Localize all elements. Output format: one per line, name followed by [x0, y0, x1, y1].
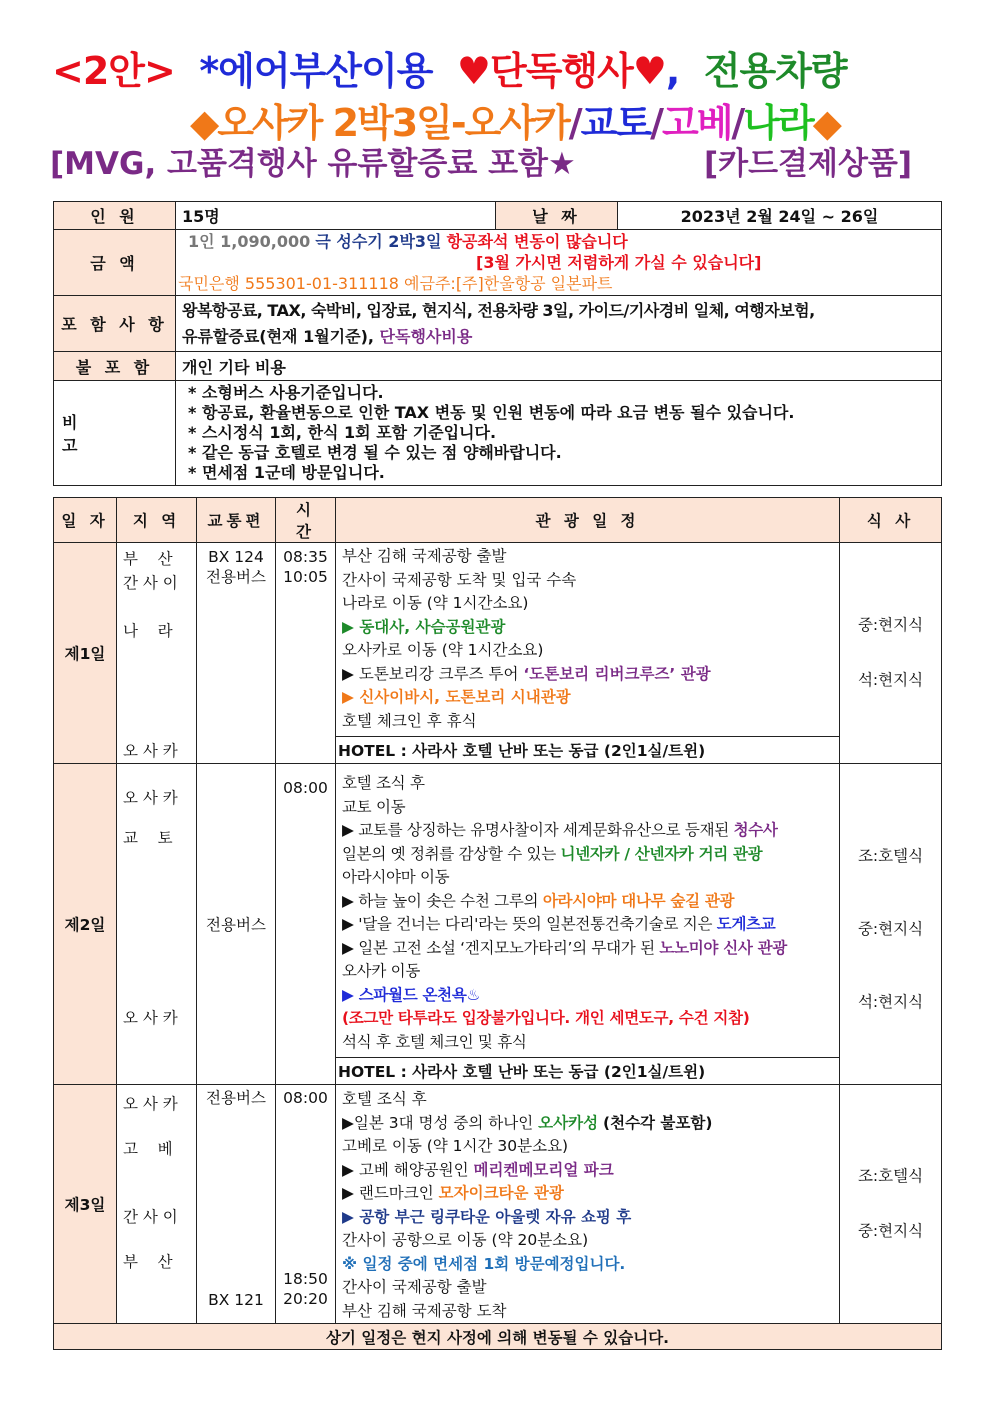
- slash: /: [731, 101, 744, 145]
- day-2-breakfast: 조:호텔식: [857, 846, 924, 865]
- itinerary-line: ▶ '달을 건너는 다리'라는 뜻의 일본전통건축기술로 지은: [342, 915, 713, 933]
- itinerary-highlight: 노노미야 신사 관광: [659, 938, 787, 957]
- itinerary-line: ▶ 교토를 상징하는 유명사찰이자 세계문화유산으로 등재된: [342, 821, 729, 839]
- itinerary-highlight: 메리켄메모리얼 파크: [473, 1160, 614, 1179]
- day-2-label: 제2일: [54, 764, 117, 1085]
- itinerary-line: ▶일본 3대 명성 중의 하나인: [342, 1113, 534, 1132]
- day-3-transport-top: 전용버스: [206, 1089, 266, 1107]
- day-3-time-top: 08:00: [283, 1089, 328, 1107]
- trip-label: 오사카 2박3일-오사카: [217, 101, 569, 145]
- kyoto-label: 교토: [580, 101, 651, 145]
- itinerary-line: 호텔 조식 후: [342, 1090, 427, 1108]
- note-item: * 소형버스 사용기준입니다.: [188, 383, 384, 402]
- note-item: * 같은 동급 호텔로 변경 될 수 있는 점 양해바랍니다.: [188, 443, 562, 462]
- itinerary-line: 석식 후 호텔 체크인 및 휴식: [342, 1032, 527, 1051]
- itinerary-line: 부산 김해 국제공항 출발: [342, 547, 507, 565]
- price-warning: 항공좌석 변동이 많습니다: [446, 231, 628, 251]
- itinerary-line: 오사카 이동: [342, 962, 420, 980]
- itinerary-line: 교토 이동: [342, 797, 406, 816]
- day-3-transport-bottom: BX 121: [208, 1291, 264, 1309]
- itinerary-note: ※ 일정 중에 면세점 1회 방문예정입니다.: [342, 1254, 626, 1273]
- day-1-time: 08:35 10:05: [276, 543, 336, 764]
- heart-icon: ♥: [632, 49, 666, 93]
- day-1-dinner: 석:현지식: [857, 671, 924, 689]
- day-1-places: 부 산 간 사 이 나 라 오 사 카: [117, 543, 197, 764]
- people-value: 15명: [176, 202, 496, 230]
- included-label: 포 함 사 항: [54, 296, 176, 352]
- private-tour-label: 단독행사: [489, 49, 633, 93]
- day-2-places: 오 사 카 교 토 오 사 카: [117, 764, 197, 1085]
- plan-label: <2안>: [52, 49, 175, 93]
- itinerary-highlight: 도게츠교: [716, 915, 776, 933]
- excluded-value: 개인 기타 비용: [176, 352, 942, 381]
- people-label: 인 원: [54, 202, 176, 230]
- day-2-time: 08:00: [276, 764, 336, 1085]
- day-3-lunch: 중:현지식: [857, 1222, 924, 1240]
- itinerary-line: 나라로 이동 (약 1시간소요): [342, 594, 529, 612]
- date-value: 2023년 2월 24일 ~ 26일: [618, 202, 942, 230]
- itinerary-line: ▶ 공항 부근 링쿠타운 아울렛 자유 쇼핑 후: [342, 1207, 632, 1226]
- day-3-places: 오 사 카 고 베 간 사 이 부 산: [117, 1085, 197, 1324]
- itinerary-line: 간사이 공항으로 이동 (약 20분소요): [342, 1231, 589, 1249]
- itinerary-line: ▶ 스파월드 온천욕♨: [342, 985, 481, 1004]
- comma: ,: [665, 49, 680, 93]
- itinerary-line: 오사카로 이동 (약 1시간소요): [342, 641, 544, 659]
- itinerary-line: ▶ 동대사, 사슴공원관광: [342, 617, 506, 636]
- itinerary-line: 고베로 이동 (약 1시간 30분소요): [342, 1137, 569, 1155]
- itinerary-line: 간사이 국제공항 출발: [342, 1278, 487, 1296]
- vehicle-label: 전용차량: [703, 49, 847, 93]
- itinerary-line: 부산 김해 국제공항 도착: [342, 1301, 507, 1320]
- day-1-hotel: HOTEL : 사라사 호텔 난바 또는 동급 (2인1실/트윈): [336, 736, 840, 763]
- itinerary-line: 호텔 체크인 후 휴식: [342, 711, 477, 730]
- itinerary-highlight: 모자이크타운 관광: [438, 1184, 564, 1202]
- notes-label: 비 고: [54, 381, 176, 486]
- heart-icon: ♥: [456, 49, 490, 93]
- diamond-icon: ◆: [190, 101, 218, 145]
- itinerary-highlight: 오사카성: [538, 1113, 599, 1132]
- itinerary-line: ▶ 신사이바시, 도톤보리 시내관광: [342, 688, 571, 706]
- included-special: 단독행사비용: [379, 326, 473, 346]
- col-header-region: 지 역: [117, 498, 197, 543]
- itinerary-line: 아라시야마 이동: [342, 868, 450, 886]
- day-2-lunch: 중:현지식: [857, 919, 924, 938]
- itinerary-highlight: 니넨자카 / 산넨자카 거리 관광: [560, 844, 763, 863]
- itinerary-note: (천수각 불포함): [603, 1113, 713, 1132]
- included-line-2: 유류할증료(현재 1월기준),: [182, 326, 374, 346]
- itinerary-line: 일본의 옛 정취를 감상할 수 있는: [342, 844, 556, 863]
- mvg-label: [MVG, 고품격행사 유류할증료 포함★: [50, 146, 576, 182]
- itinerary-highlight: 아라시야마 대나무 숲길 관광: [542, 891, 735, 910]
- itinerary-line: ▶ 고베 해양공원인: [342, 1160, 469, 1179]
- price-label: 금 액: [54, 230, 176, 296]
- price-value: 1인 1,090,000: [188, 231, 311, 251]
- excluded-label: 불 포 함: [54, 352, 176, 381]
- schedule-table: [53, 497, 942, 1350]
- card-payment-label: [카드결제상품]: [704, 146, 913, 182]
- bank-account: 국민은행 555301-01-311118 예금주:[주]한울항공 일본파트: [178, 273, 613, 293]
- day-2-dinner: 석:현지식: [857, 992, 924, 1011]
- itinerary-line: ▶ 도톤보리강 크루즈 투어: [342, 664, 519, 683]
- itinerary-line: ▶ 랜드마크인: [342, 1184, 434, 1202]
- col-header-meals: 식 사: [840, 498, 942, 543]
- airline-label: *에어부산이용: [199, 49, 433, 93]
- itinerary-line: ▶ 일본 고전 소설 ‘겐지모노가타리’의 무대가 된: [342, 938, 655, 957]
- nara-label: 나라: [743, 101, 813, 145]
- price-warning-2: [3월 가시면 저렴하게 가실 수 있습니다]: [476, 252, 762, 272]
- itinerary-highlight: ‘도톤보리 리버크루즈’ 관광: [523, 664, 711, 683]
- day-1-lunch: 중:현지식: [857, 616, 924, 634]
- slash: /: [650, 101, 662, 145]
- col-header-day: 일 자: [54, 498, 117, 543]
- date-label: 날 짜: [496, 202, 618, 230]
- info-table: [53, 201, 942, 486]
- col-header-itinerary: 관 광 일 정: [336, 498, 840, 543]
- day-3-breakfast: 조:호텔식: [857, 1167, 924, 1185]
- day-1-label: 제1일: [54, 543, 117, 764]
- itinerary-line: 간사이 국제공항 도착 및 입국 수속: [342, 570, 577, 589]
- title-line-1: [52, 40, 847, 95]
- day-3-label: 제3일: [54, 1085, 117, 1324]
- price-note: 극 성수기 2박3일: [315, 231, 442, 251]
- note-item: * 스시정식 1회, 한식 1회 포함 기준입니다.: [188, 423, 497, 442]
- day-1-transport: BX 124 전용버스: [197, 543, 276, 764]
- itinerary-warning: (조그만 타투라도 입장불가입니다. 개인 세면도구, 수건 지참): [342, 1009, 750, 1027]
- itinerary-highlight: 청수사: [733, 821, 778, 839]
- col-header-time: 시 간: [276, 498, 336, 543]
- note-item: * 면세점 1군데 방문입니다.: [188, 463, 385, 482]
- note-item: * 항공료, 환율변동으로 인한 TAX 변동 및 인원 변동에 따라 요금 변동 될수 있습니다.: [188, 403, 795, 422]
- kobe-label: 고베: [661, 101, 732, 145]
- itinerary-line: ▶ 하늘 높이 솟은 수천 그루의: [342, 891, 539, 910]
- day-2-hotel: HOTEL : 사라사 호텔 난바 또는 동급 (2인1실/트윈): [336, 1058, 840, 1085]
- day-2-transport: 전용버스: [197, 764, 276, 1085]
- title-line-3: [50, 138, 913, 183]
- itinerary-line: 호텔 조식 후: [342, 774, 425, 792]
- included-line-1: 왕복항공료, TAX, 숙박비, 입장료, 현지식, 전용차량 3일, 가이드/기사경비 일체, 여행자보험,: [182, 300, 815, 320]
- schedule-footer: 상기 일정은 현지 사정에 의해 변동될 수 있습니다.: [54, 1324, 942, 1350]
- col-header-transport: 교통편: [197, 498, 276, 543]
- diamond-icon: ◆: [812, 101, 840, 145]
- day-3-time-bottom: 18:50 20:20: [283, 1270, 328, 1308]
- slash: /: [568, 101, 581, 145]
